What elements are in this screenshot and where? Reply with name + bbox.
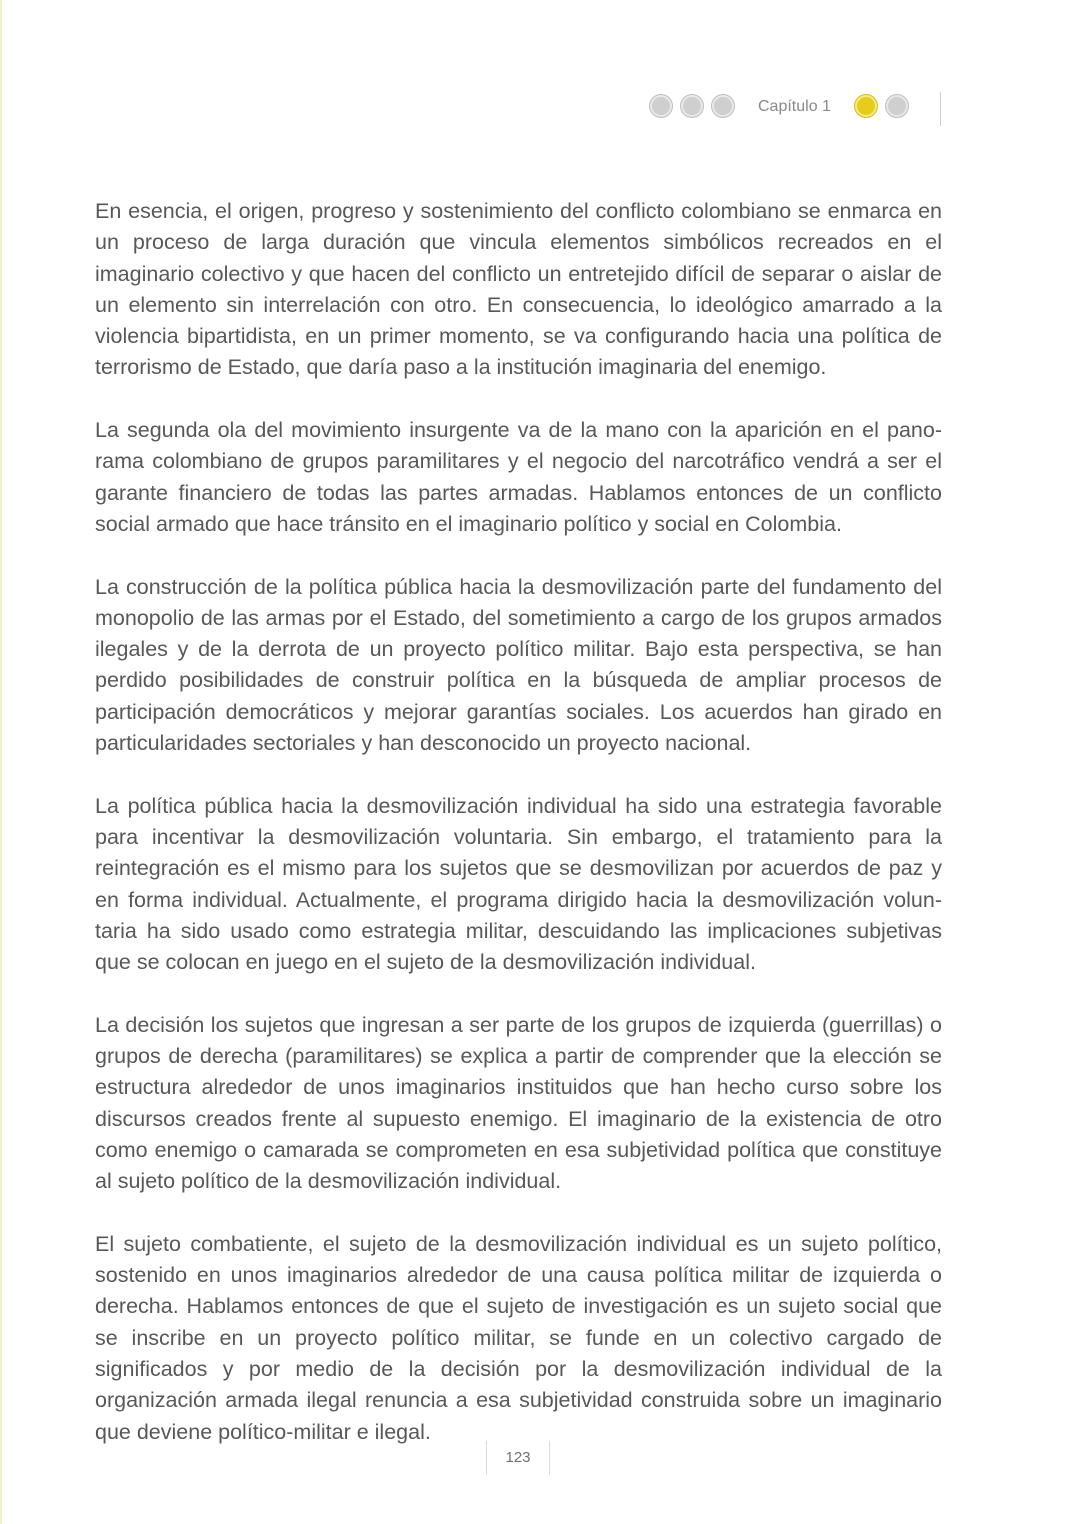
chapter-label: Capítulo 1 [758, 98, 831, 115]
paragraph: En esencia, el origen, progreso y sostenimiento del conflicto colombiano se enmarca en un proceso de larga duración que vincula elementos simbólicos recreados en el imaginario colectivo y que hacen del conflicto un entretejido difícil de separar o aislar de un elemento sin interrelación con otro. En consecuencia, lo ideológico amarrado a la violencia bipartidista, en un primer momento, se va configurando hacia una política de terrorismo de Estado, que daría paso a la institución imaginaria del enemigo. [95, 199, 942, 380]
chapter-dot-icon [886, 95, 908, 117]
page-footer [486, 1441, 550, 1475]
paragraph: La segunda ola del movimiento insurgente va de la mano con la aparición en el panorama colombiano de grupos paramilitares y el negocio del narcotráfico vendrá a ser el garante financiero de todas las partes armadas. Hablamos entonces de un conflicto social armado que hace tránsito en el imaginario político y social en Colombia. [95, 418, 942, 536]
chapter-dot-active-icon [855, 95, 877, 117]
paragraph: El sujeto combatiente, el sujeto de la desmovilización individual es un sujeto político, sostenido en unos imaginarios alrededor de una causa política militar de izquierda o derecha. Hablamos entonces de que el sujeto de investigación es un sujeto social que se inscribe en un proyecto político militar, se funde en un colectivo cargado de significados y por medio de la decisión por la desmovilización individual de la organización armada ilegal renuncia a esa subjetividad construida sobre un imaginario que deviene político-militar e ilegal. [95, 1231, 942, 1444]
header-divider [940, 92, 941, 126]
page-edge [0, 0, 2, 1524]
body-text [95, 196, 942, 1479]
chapter-dot-icon [681, 95, 703, 117]
chapter-dot-icon [650, 95, 672, 117]
paragraph: La decisión los sujetos que ingresan a ser parte de los grupos de izquierda (guerrillas) o grupos de derecha (paramilitares) se explica a partir de comprender que la elección se estructura alrededor de unos imaginarios instituidos que han hecho curso sobre los discursos creados frente al supuesto enemigo. El imaginario de la existencia de otro como enemigo o camarada se comprometen en esa subjetividad política que constituye al sujeto político de la desmovilización individual. [95, 1012, 942, 1194]
page-number: 123 [505, 1449, 531, 1466]
footer-divider-right [549, 1441, 550, 1475]
chapter-dot-icon [712, 95, 734, 117]
chapter-header [0, 92, 1080, 124]
paragraph: La política pública hacia la desmovilización individual ha sido una estrategia favorable para incentivar la desmovilización voluntaria. Sin embargo, el tratamiento para la reintegración es el mismo para los sujetos que se desmovilizan por acuerdos de paz y en forma individual. Actualmente, el programa dirigido hacia la desmovilización voluntaria ha sido usado como estrategia militar, descuidando las implicaciones subjetivas que se colocan en juego en el sujeto de la desmovilización individual. [95, 793, 942, 975]
paragraph: La construcción de la política pública hacia la desmovilización parte del fundamento del monopolio de las armas por el Estado, del sometimiento a cargo de los grupos armados ilegales y de la derrota de un proyecto político militar. Bajo esta perspectiva, se han perdido posibilidades de construir política en la búsqueda de ampliar procesos de participación democráticos y mejorar garantías sociales. Los acuerdos han girado en particularidades sectoriales y han desconocido un proyecto nacional. [95, 574, 942, 756]
